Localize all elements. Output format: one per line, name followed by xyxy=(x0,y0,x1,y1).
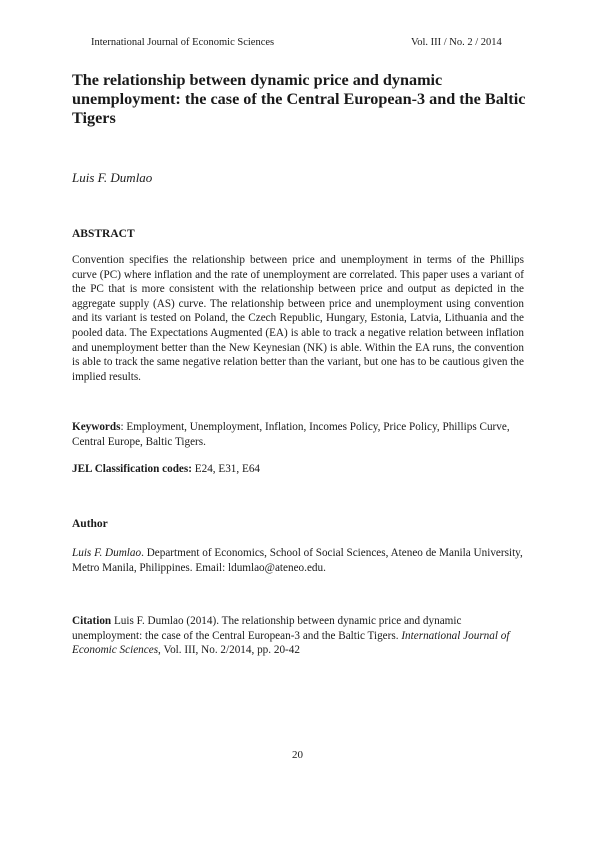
citation-details: , Vol. III, No. 2/2014, pp. 20-42 xyxy=(158,644,300,657)
keywords-paragraph xyxy=(72,420,524,449)
author-name: Luis F. Dumlao xyxy=(72,170,153,185)
author-affiliation-name: Luis F. Dumlao xyxy=(72,547,142,559)
author-affiliation-paragraph xyxy=(72,546,524,575)
journal-name: International Journal of Economic Sciences xyxy=(91,37,275,48)
citation-text: Luis F. Dumlao (2014). The relationship between dynamic price and dynamic unemployment: the case of the Central European-3 and the Baltic Tigers. xyxy=(72,615,462,642)
citation-journal: International Journal of Economic Sciences xyxy=(72,629,510,657)
jel-label: JEL Classification codes: xyxy=(72,463,192,475)
abstract-heading: ABSTRACT xyxy=(72,228,135,240)
citation-paragraph xyxy=(72,614,524,658)
jel-codes: E24, E31, E64 xyxy=(191,463,261,475)
volume-info: Vol. III / No. 2 / 2014 xyxy=(411,37,502,48)
keywords-label: Keywords xyxy=(72,421,121,433)
author-heading: Author xyxy=(72,518,108,530)
abstract-text: Convention specifies the relationship between price and unemployment in terms of the Phillips curve (PC) where inflation and the rate of unemployment are correlated. This paper uses a variant of the PC that is more consistent with the relationship between price and output as depicted in the aggregate supply (AS) curve. The relationship between price and unemployment using convention and its variant is tested on Poland, the Czech Republic, Hungary, Estonia, Latvia, Lithuania and the pooled data. The Expectations Augmented (EA) is able to track a negative relation between inflation and unemployment better than the New Keynesian (NK) is able. Within the EA runs, the convention is able to track the same negative relation better than the variant, but one has to be cautious given the implied results. xyxy=(72,254,524,383)
paper-title: The relationship between dynamic price and dynamic unemployment: the case of the Central European-3 and the Baltic Tigers xyxy=(72,71,526,127)
jel-paragraph xyxy=(72,462,524,477)
citation-label: Citation xyxy=(72,615,112,627)
keywords-text: : Employment, Unemployment, Inflation, Incomes Policy, Price Policy, Phillips Curve, Central Europe, Baltic Tigers. xyxy=(72,421,510,448)
author-affiliation-text: . Department of Economics, School of Social Sciences, Ateneo de Manila University, Metro Manila, Philippines. Email: ldumlao@ateneo.edu. xyxy=(72,547,523,574)
page-number: 20 xyxy=(292,749,303,761)
